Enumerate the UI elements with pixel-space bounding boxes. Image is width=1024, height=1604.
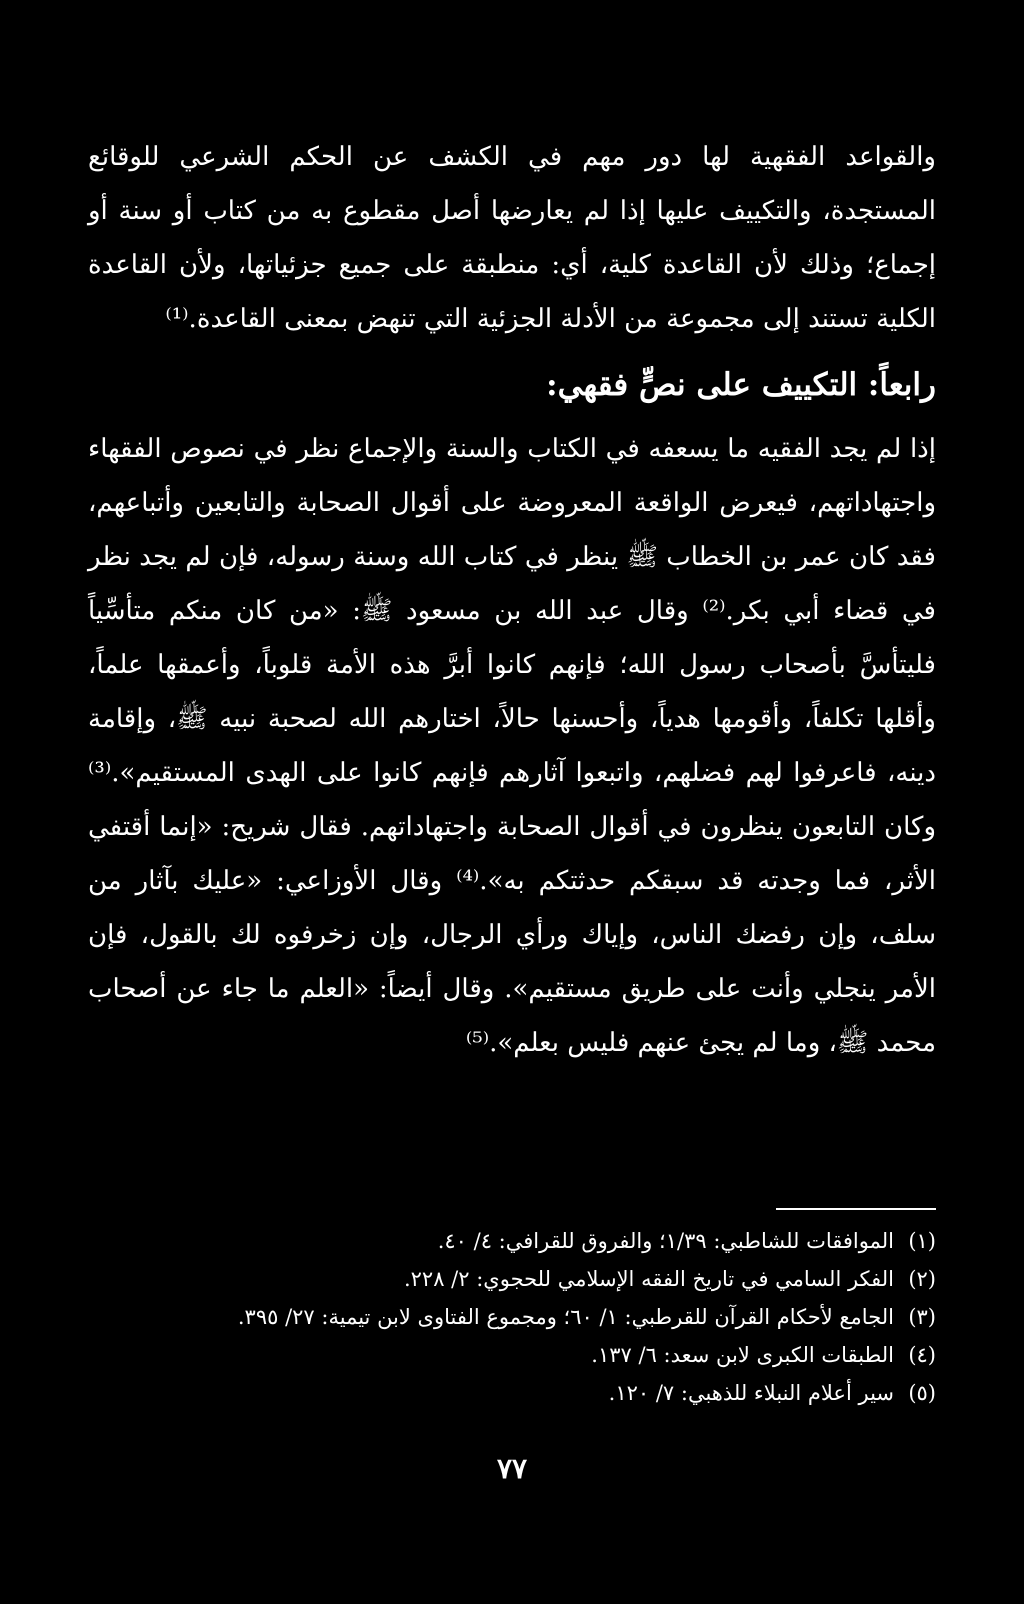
footnote: [88, 1336, 936, 1374]
footnote: [88, 1260, 936, 1298]
footnote-text: الطبقات الكبرى لابن سعد: ٦/ ١٣٧.: [591, 1343, 894, 1367]
section-paragraph: إذا لم يجد الفقيه ما يسعفه في الكتاب والسنة والإجماع نظر في نصوص الفقهاء واجتهاداتهم، فيعرض الواقعة المعروضة على أقوال الصحابة والتابعين وأتباعهم، فقد كان عمر بن الخطاب ﷺ ينظر في كتاب الله وسنة رسوله، فإن لم يجد نظر في قضاء أبي بكر.⁽²⁾ وقال عبد الله بن مسعود ﷺ: «من كان منكم متأسِّياً فليتأسَّ بأصحاب رسول الله؛ فإنهم كانوا أبرَّ هذه الأمة قلوباً، وأعمقها علماً، وأقلها تكلفاً، وأقومها هدياً، وأحسنها حالاً، اختارهم الله لصحبة نبيه ﷺ، وإقامة دينه، فاعرفوا لهم فضلهم، واتبعوا آثارهم فإنهم كانوا على الهدى المستقيم».⁽³⁾ وكان التابعون ينظرون في أقوال الصحابة واجتهاداتهم. فقال شريح: «إنما أقتفي الأثر، فما وجدته قد سبقكم حدثتكم به».⁽⁴⁾ وقال الأوزاعي: «عليك بآثار من سلف، وإن رفضك الناس، وإياك ورأي الرجال، وإن زخرفوه لك بالقول، فإن الأمر ينجلي وأنت على طريق مستقيم». وقال أيضاً: «العلم ما جاء عن أصحاب محمد ﷺ، وما لم يجئ عنهم فليس بعلم».⁽⁵⁾: [88, 434, 936, 1058]
footnote: [88, 1374, 936, 1412]
footnote-number: (١): [908, 1229, 936, 1253]
footnotes: [88, 1222, 936, 1412]
footnote: [88, 1222, 936, 1260]
footnote-number: (٥): [908, 1381, 936, 1405]
footnote-text: الفكر السامي في تاريخ الفقه الإسلامي للحجوي: ٢/ ٢٢٨.: [403, 1267, 894, 1291]
footnote-number: (٤): [908, 1343, 936, 1367]
section-heading: رابعاً: التكييف على نصٍّ فقهي:: [546, 367, 936, 403]
footnote-divider: [776, 1208, 936, 1210]
footnote-text: سير أعلام النبلاء للذهبي: ٧/ ١٢٠.: [608, 1381, 894, 1405]
footnote-text: الجامع لأحكام القرآن للقرطبي: ١/ ٦٠؛ ومجموع الفتاوى لابن تيمية: ٢٧/ ٣٩٥.: [237, 1305, 894, 1329]
footnote-number: (٢): [908, 1267, 936, 1291]
footnote-text: الموافقات للشاطبي: ١/٣٩؛ والفروق للقرافي: ٤/ ٤٠.: [437, 1229, 894, 1253]
main-text: [88, 130, 936, 1070]
intro-paragraph: والقواعد الفقهية لها دور مهم في الكشف عن الحكم الشرعي للوقائع المستجدة، والتكييف عليها إذا لم يعارضها أصل مقطوع به من كتاب أو سنة أو إجماع؛ وذلك لأن القاعدة كلية، أي: منطبقة على جميع جزئياتها، ولأن القاعدة الكلية تستند إلى مجموعة من الأدلة الجزئية التي تنهض بمعنى القاعدة.⁽¹⁾: [88, 142, 936, 334]
footnote-number: (٣): [908, 1305, 936, 1329]
footnote: [88, 1298, 936, 1336]
page-number: ٧٧: [496, 1452, 528, 1485]
